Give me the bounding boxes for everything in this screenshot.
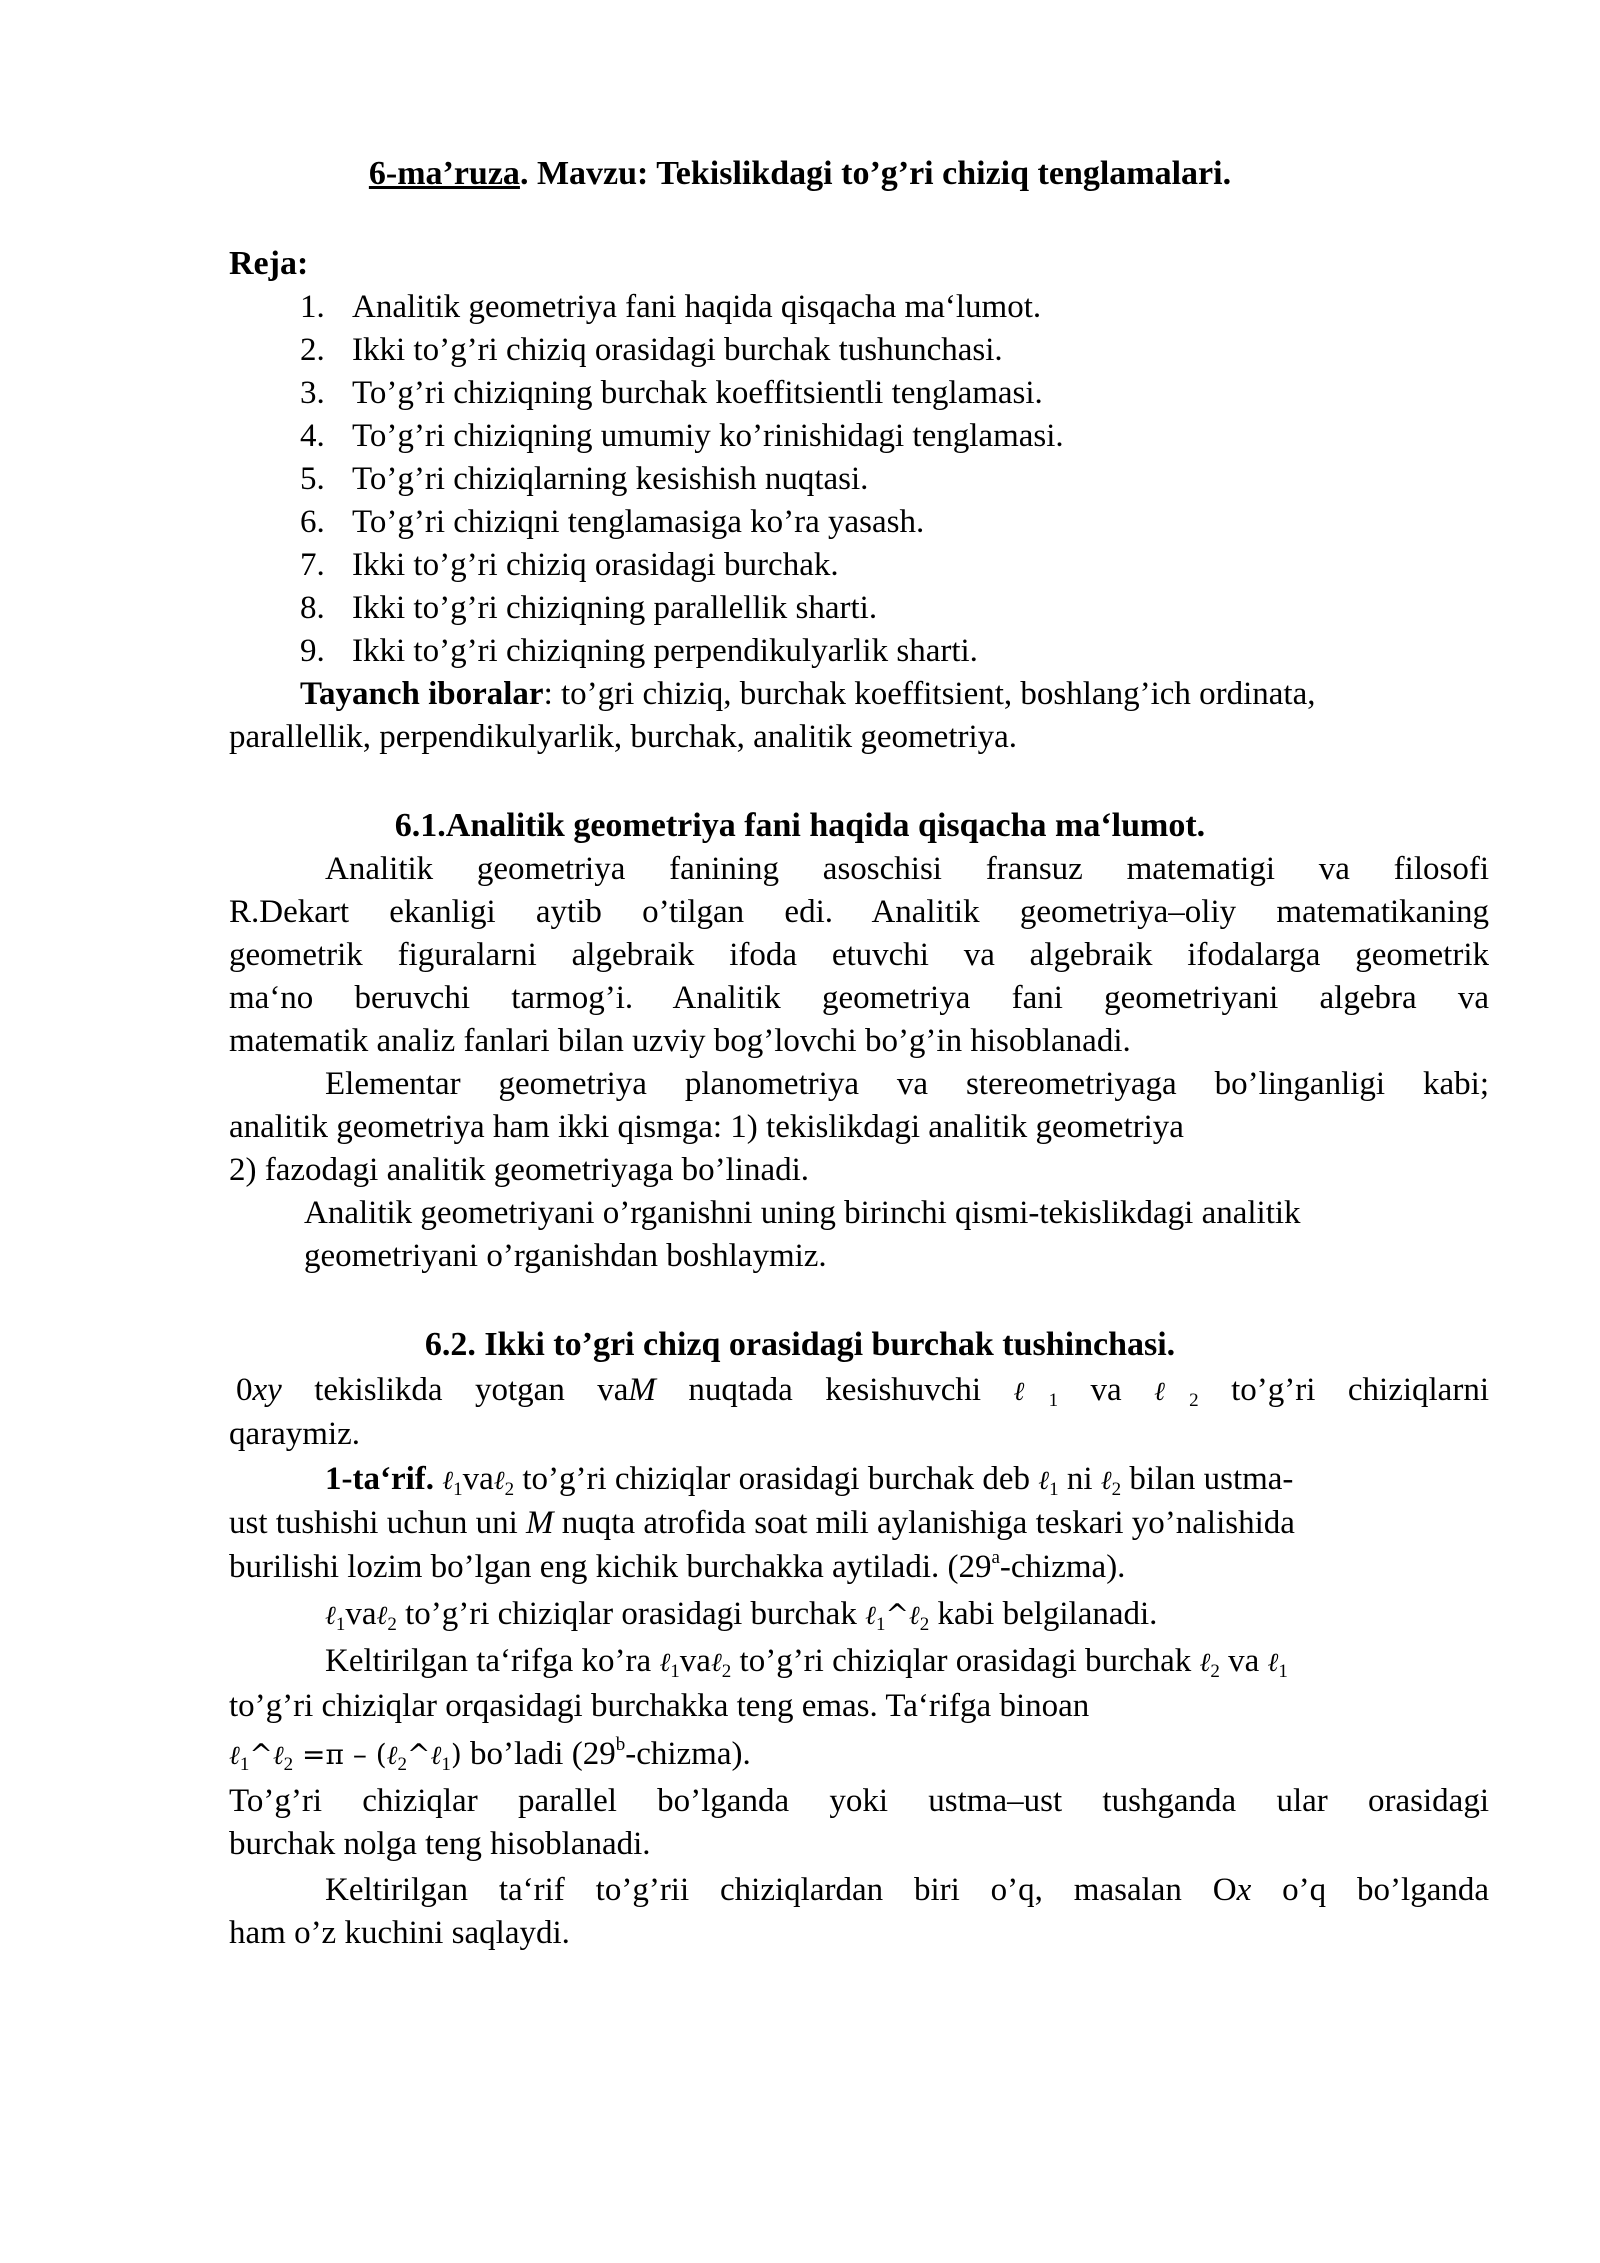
plan-item: 2. Ikki to’g’ri chiziq orasidagi burchak tushunchasi. [300, 332, 1003, 368]
section-1-line: Elementar geometriya planometriya va stereometriyaga bo’linganligi kabi; [325, 1066, 1489, 1102]
section-1-line: geometrik figuralarni algebraik ifoda etuvchi va algebraik ifodalarga geometrik [229, 937, 1489, 973]
final-line-2: ham o’z kuchini saqlaydi. [229, 1915, 570, 1951]
section-1-line: Analitik geometriyani o’rganishni uning birinchi qismi-tekislikdagi analitik [304, 1195, 1301, 1231]
notation-line: ℓ$_1$vaℓ$_2$ to’g’ri chiziqlar orasidagi burchak ℓ$_1$^ℓ$_2$ kabi belgilanadi. [325, 1596, 1158, 1635]
section-1-line: R.Dekart ekanligi aytib o’tilgan edi. Analitik geometriya–oliy matematikaning [229, 894, 1489, 930]
plan-item: 9. Ikki to’g’ri chiziqning perpendikulyarlik sharti. [300, 633, 978, 669]
lecture-number: 6-ma’ruza [368, 155, 520, 192]
plan-item: 8. Ikki to’g’ri chiziqning parallellik sharti. [300, 590, 878, 626]
section-1-line: geometriyani o’rganishdan boshlaymiz. [304, 1238, 827, 1274]
definition-line-2: ust tushishi uchun uni M nuqta atrofida soat mili aylanishiga teskari yo’nalishida [229, 1505, 1295, 1541]
plan-item: 6. To’g’ri chiziqni tenglamasiga ko’ra yasash. [300, 504, 925, 540]
section-1-line: analitik geometriya ham ikki qismga: 1) tekislikdagi analitik geometriya [229, 1109, 1184, 1145]
keywords-line: Tayanch iboralar: to’gri chiziq, burchak koeffitsient, boshlang’ich ordinata, [300, 676, 1316, 712]
parallel-line: To’g’ri chiziqlar parallel bo’lganda yoki ustma–ust tushganda ular orasidagi [229, 1783, 1489, 1819]
final-line: Keltirilgan ta‘rif to’g’rii chiziqlardan biri o’q, masalan Ox o’q bo’lganda [325, 1872, 1489, 1908]
keywords-line-2: parallellik, perpendikulyarlik, burchak, analitik geometriya. [229, 719, 1018, 755]
definition-label: 1-ta‘rif. [325, 1461, 435, 1497]
plan-heading: Reja: [229, 245, 309, 282]
plan-item: 5. To’g’ri chiziqlarning kesishish nuqtasi. [300, 461, 869, 497]
section-1-heading: 6.1.Analitik geometriya fani haqida qisqacha ma‘lumot. [394, 807, 1206, 844]
plan-item: 4. To’g’ri chiziqning umumiy ko’rinishidagi tenglamasi. [300, 418, 1064, 454]
lecture-title [0, 154, 1600, 194]
lecture-topic: . Mavzu: Tekislikdagi to’g’ri chiziq tenglamalari. [519, 155, 1232, 192]
section-1-line: 2) fazodagi analitik geometriyaga bo’linadi. [229, 1152, 810, 1188]
plan-item: 7. Ikki to’g’ri chiziq orasidagi burchak. [300, 547, 839, 583]
section-2-intro: 0xy tekislikda yotgan vaM nuqtada kesishuvchi ℓ$_1$ va ℓ$_2$ to’g’ri chiziqlarni [236, 1372, 1489, 1410]
keywords-label: Tayanch iboralar [300, 676, 544, 712]
section-2-intro-2: qaraymiz. [229, 1416, 361, 1452]
continuation-line-2: to’g’ri chiziqlar orqasidagi burchakka teng emas. Ta‘rifga binoan [229, 1688, 1090, 1724]
continuation-line: Keltirilgan ta‘rifga ko’ra ℓ$_1$vaℓ$_2$ to’g’ri chiziqlar orasidagi burchak ℓ$_2$ va ℓ$_1$ [325, 1643, 1288, 1682]
section-1-line: ma‘no beruvchi tarmog’i. Analitik geometriya fani geometriyani algebra va [229, 980, 1489, 1016]
parallel-line-2: burchak nolga teng hisoblanadi. [229, 1826, 651, 1862]
section-1-line: Analitik geometriya fanining asoschisi fransuz matematigi va filosofi [325, 851, 1489, 887]
definition-line: 1-ta‘rif. ℓ$_1$vaℓ$_2$ to’g’ri chiziqlar orasidagi burchak deb ℓ$_1$ ni ℓ$_2$ bilan ustma- [325, 1461, 1294, 1500]
section-1-line: matematik analiz fanlari bilan uzviy bog’lovchi bo’g’in hisoblanadi. [229, 1023, 1131, 1059]
definition-line-3: burilishi lozim bo’lgan eng kichik burchakka aytiladi. (29$^a$-chizma). [229, 1547, 1126, 1585]
formula-line: ℓ$_1$^ℓ$_2$ =π – (ℓ$_2$^ℓ$_1$) bo’ladi (29$^b$-chizma). [229, 1734, 751, 1775]
section-2-heading: 6.2. Ikki to’gri chizq orasidagi burchak tushinchasi. [424, 1326, 1176, 1363]
plan-item: 1. Analitik geometriya fani haqida qisqacha ma‘lumot. [300, 289, 1042, 325]
plan-item: 3. To’g’ri chiziqning burchak koeffitsientli tenglamasi. [300, 375, 1043, 411]
